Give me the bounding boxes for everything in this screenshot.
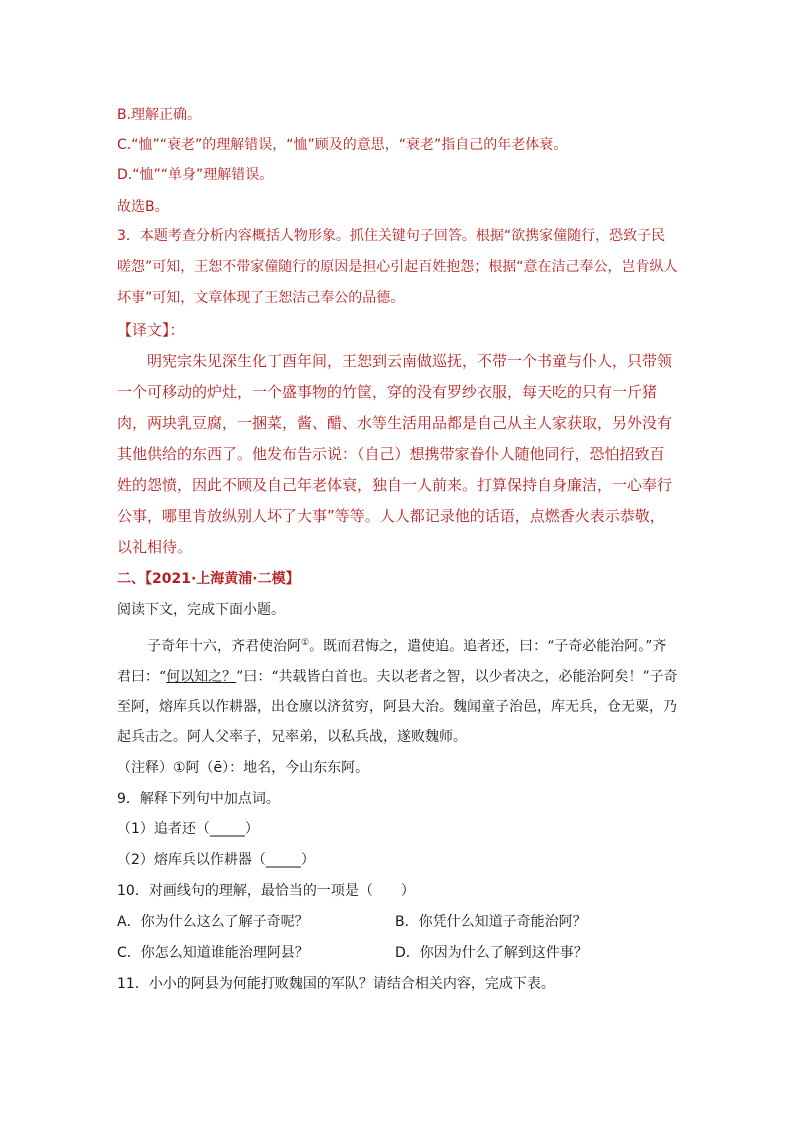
translation-text: 明宪宗朱见深生化丁酉年间，王恕到云南做巡抚，不带一个书童与仆人，只带领一个可移动的炉灶，一个盛事物的竹筐，穿的没有罗纱衣服，每天吃的只有一斤猪肉，两块乳豆腐，一捆菜，酱、醋、水等生活用品都是自己从主人家获取，另外没有其他供给的东西了。他发布告示说：（自己）想携带家眷仆人随他同行，恐怕招致百姓的怨愤，因此不顾及自己年老体衰，独自一人前来。打算保持自身廉洁，一心奉行公事，哪里肯放纵别人坏了大事”等等。人人都记录他的话语，点燃香火表示恭敬，以礼相待。 (117, 352, 673, 556)
answer-c: C.“恤”“衰老”的理解错误，“恤”顾及的意思，“衰老”指自己的年老体衰。 (117, 137, 568, 153)
classical-passage (117, 628, 679, 752)
instruction: 阅读下文，完成下面小题。 (117, 602, 285, 618)
option-a: A．你为什么这么了解子奇呢？ (117, 914, 309, 930)
underlined-sentence: 何以知之？ (166, 668, 237, 685)
passage-part-1: 子奇年十六，齐君使治阿 (147, 638, 301, 655)
translation-label: 【译文】： (117, 321, 185, 339)
question-9-item-2: （2）熔库兵以作耕器（_____） (117, 852, 315, 868)
passage-part-2: 。既而君悔之，遣使追。追者还，曰：“子奇必能治阿。”齐君曰：“ (117, 638, 667, 685)
section-2-source: 【2021·上海黄浦·二模】 (145, 571, 300, 587)
option-d: D．你因为什么了解到这件事？ (395, 945, 588, 961)
question-10: 10．对画线句的理解，最恰当的一项是（ ） (117, 883, 415, 899)
note-mark: ① (301, 638, 310, 648)
answer-b: B.理解正确。 (117, 107, 202, 123)
question-9-item-1: （1）追者还（_____） (117, 821, 259, 837)
option-c: C．你怎么知道谁能治理阿县？ (117, 945, 309, 961)
passage-part-3: ”曰：“共载皆白首也。夫以老者之智，以少者决之，必能治阿矣！”子奇至阿，熔库兵以作耕器，出仓廪以济贫穷，阿县大治。魏闻童子治邑，库无兵，仓无粟，乃起兵击之。阿人父率子，兄率弟，以私兵战，遂败魏师。 (117, 668, 678, 745)
answer-choice: 故选B。 (117, 199, 169, 215)
option-b: B．你凭什么知道子奇能治阿？ (395, 914, 587, 930)
question-11: 11．小小的阿县为何能打败魏国的军队？请结合相关内容，完成下表。 (117, 976, 555, 992)
answer-d: D.“恤”“单身”理解错误。 (117, 167, 274, 183)
annotation: （注释）①阿（ē）：地名，今山东东阿。 (117, 760, 370, 776)
question-9: 9．解释下列句中加点词。 (117, 791, 280, 807)
q3-analysis: 3．本题考查分析内容概括人物形象。抓住关键句子回答。根据“欲携家僮随行，恐致子民嗟怨”可知，王恕不带家僮随行的原因是担心引起百姓抱怨；根据“意在洁己奉公，岂肯纵人坏事”可知，文章体现了王恕洁己奉公的品德。 (117, 228, 678, 306)
section-2-prefix: 二、 (117, 571, 145, 587)
section-2-heading (117, 569, 300, 589)
